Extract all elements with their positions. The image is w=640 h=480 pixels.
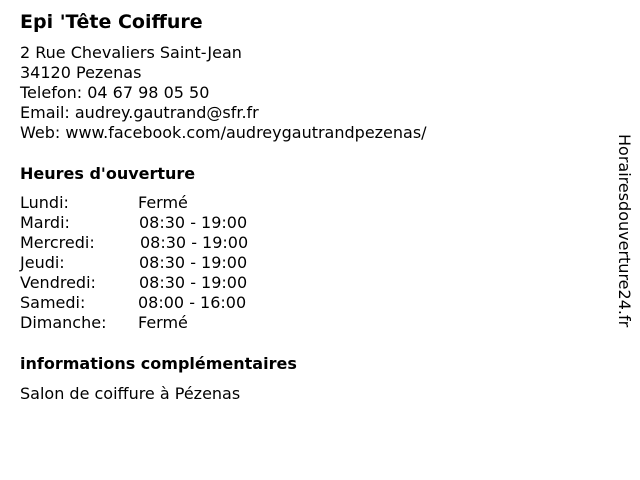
watermark-text: Horairesdouverture24.fr	[615, 134, 634, 328]
day-label: Mardi:	[20, 213, 70, 232]
day-hours: 08:00 - 16:00	[138, 293, 247, 312]
day-hours: Fermé	[138, 313, 188, 332]
day-hours: 08:30 - 19:00	[140, 233, 249, 252]
day-label: Lundi:	[20, 193, 69, 212]
hours-heading: Heures d'ouverture	[20, 164, 196, 183]
phone-line[interactable]: Telefon: 04 67 98 05 50	[20, 83, 210, 102]
day-label: Vendredi:	[20, 273, 96, 292]
web-line[interactable]: Web: www.facebook.com/audreygautrandpezenas/	[20, 123, 427, 142]
email-line[interactable]: Email: audrey.gautrand@sfr.fr	[20, 103, 259, 122]
day-label: Mercredi:	[20, 233, 95, 252]
contact-block	[20, 43, 427, 143]
day-label: Samedi:	[20, 293, 86, 312]
day-hours: Fermé	[138, 193, 188, 212]
business-name: Epi 'Tête Coiffure	[20, 11, 203, 33]
day-label: Dimanche:	[20, 313, 107, 332]
info-text: Salon de coiffure à Pézenas	[20, 384, 241, 403]
day-label: Jeudi:	[20, 253, 65, 272]
info-heading: informations complémentaires	[20, 354, 297, 373]
address-line-1: 2 Rue Chevaliers Saint-Jean	[20, 43, 242, 62]
day-hours: 08:30 - 19:00	[139, 273, 248, 292]
site-watermark	[612, 134, 634, 374]
address-line-2: 34120 Pezenas	[20, 63, 142, 82]
day-hours: 08:30 - 19:00	[139, 213, 248, 232]
day-hours: 08:30 - 19:00	[139, 253, 248, 272]
